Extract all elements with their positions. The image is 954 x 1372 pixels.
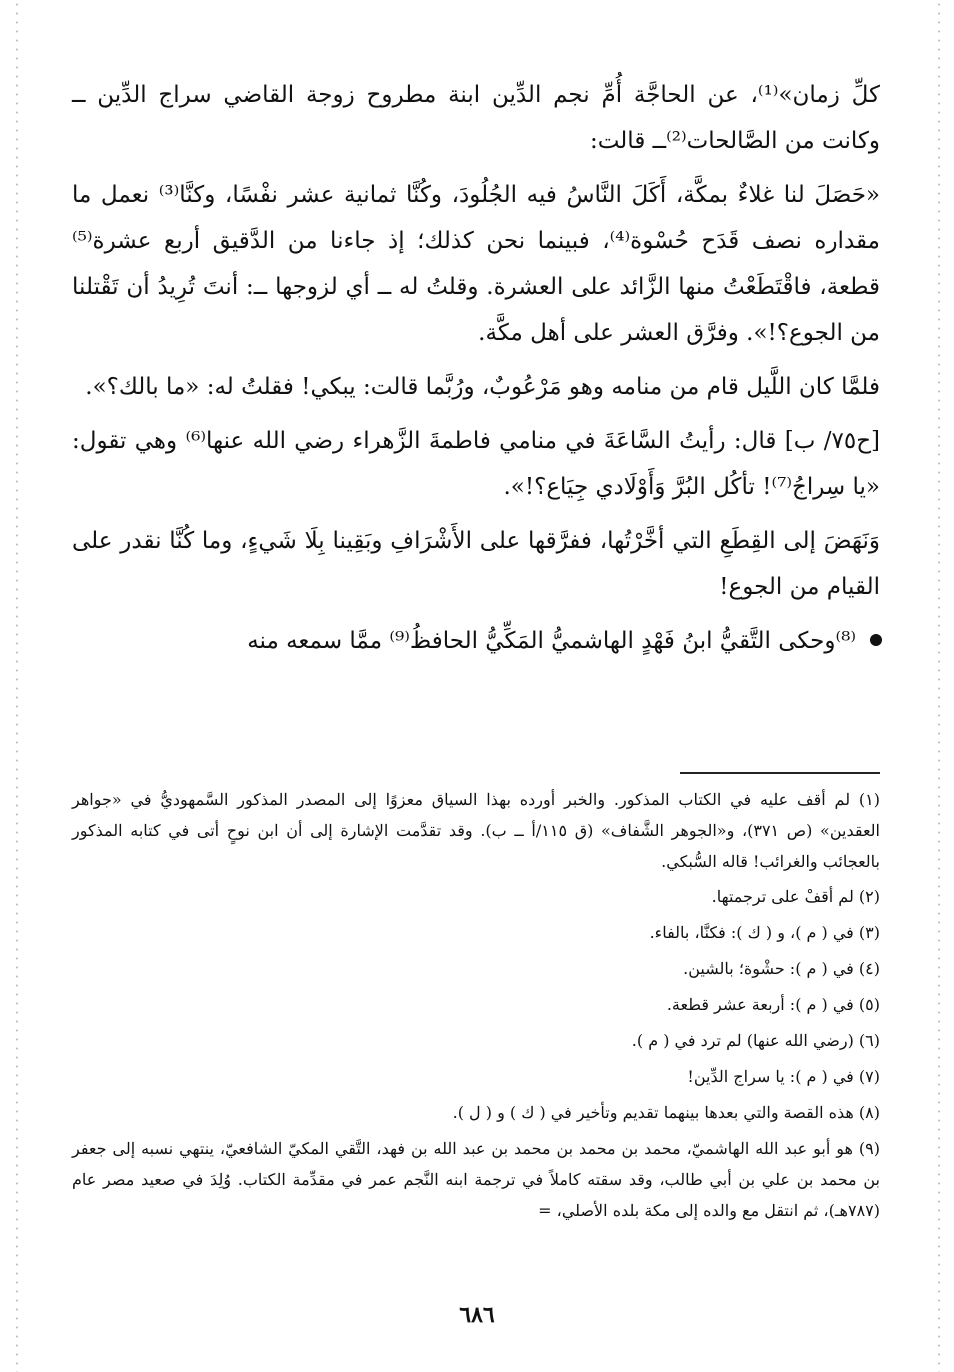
paragraph-4: [ح٧٥/ ب] قال: رأيتُ السَّاعَةَ في منامي فاطمةَ الزَّهراء رضي الله عنها⁽⁶⁾ وهي تقول: «يا سِراجُ⁽⁷⁾! تأكُل البُرَّ وَأَوْلَادي جِيَاع؟!». bbox=[72, 428, 881, 500]
footnote-6: (٦) (رضي الله عنها) لم ترد في ( م ). bbox=[631, 1031, 880, 1050]
footnote-8: (٨) هذه القصة والتي بعدها بينهما تقديم وتأخير في ( ك ) و ( ل ). bbox=[452, 1103, 880, 1122]
footnote-4: (٤) في ( م ): حشْوة؛ بالشين. bbox=[683, 959, 880, 978]
footnote-9: (٩) هو أبو عبد الله الهاشميّ، محمد بن محمد بن محمد بن عبد الله بن فهد، التَّقي المكيّ الشافعيّ، ينتهي نسبه إلى جعفر بن محمد بن علي بن أبي طالب، وقد سقته كاملاً في ترجمة ابنه النَّجم عمر في مقدِّمة الكتاب. وُلِدَ في صعيد مصر عام (٧٨٧هـ)، ثم انتقل مع والده إلى مكة بلده الأصلي، = bbox=[72, 1139, 880, 1220]
main-text bbox=[72, 72, 880, 664]
footnote-3: (٣) في ( م )، و ( ك ): فكنَّا، بالفاء. bbox=[649, 923, 880, 942]
page-number: ٦٨٦ bbox=[459, 1302, 495, 1328]
paragraph-6-text: ⁽⁸⁾وحكى التَّقيُّ ابنُ فَهْدٍ الهاشميُّ المَكِّيُّ الحافظُ⁽⁹⁾ ممَّا سمعه منه bbox=[247, 628, 856, 654]
footnote-1: (١) لم أقف عليه في الكتاب المذكور. والخبر أورده بهذا السياق معزوًا إلى المصدر المذكور السَّمهوديُّ في «جواهر العقدين» (ص ٣٧١)، و«الجوهر الشَّفاف» (ق ١١٥/أ ــ ب). وقد تقدَّمت الإشارة إلى أن ابن نوحٍ أتى في كتابه المذكور بالعجائب والغرائب! قاله السُّبكي. bbox=[72, 790, 880, 871]
paragraph-5: وَنَهَضَ إلى القِطَعِ التي أخَّرْتُها، ففرَّقها على الأَشْرَافِ وبَقِينا بِلَا شَيءٍ، وما كُنَّا نقدر على القيام من الجوع! bbox=[72, 528, 880, 600]
paragraph-2: «حَصَلَ لنا غلاءٌ بمكَّة، أَكَلَ النَّاسُ فيه الجُلُودَ، وكُنَّا ثمانية عشر نفْسًا، وكنَّا⁽³⁾ نعمل ما مقداره نصف قَدَح حُسْوة⁽⁴⁾، فبينما نحن كذلك؛ إذ جاءنا من الدَّقيق أربع عشرة⁽⁵⁾ قطعة، فاقْتَطَعْتُ منها الزَّائد على العشرة. وقلتُ له ــ أي لزوجها ــ: أنتَ تُرِيدُ أن تَقْتلنا من الجوع؟!». وفرَّق العشر على أهل مكَّة. bbox=[72, 182, 881, 346]
scan-edge-right bbox=[938, 0, 940, 1372]
bullet-icon bbox=[870, 634, 882, 646]
footnotes bbox=[72, 784, 880, 1230]
footnote-7: (٧) في ( م ): يا سراج الدِّين! bbox=[687, 1067, 880, 1086]
paragraph-3: فلمَّا كان اللَّيل قام من منامه وهو مَرْعُوبٌ، ورُبَّما قالت: يبكي! فقلتُ له: «ما بالك؟». bbox=[85, 374, 880, 400]
footnote-2: (٢) لم أقفْ على ترجمتها. bbox=[711, 887, 880, 906]
paragraph-1: كلِّ زمان»⁽¹⁾، عن الحاجَّة أُمِّ نجم الدِّين ابنة مطروح زوجة القاضي سراج الدِّين ــ وكانت من الصَّالحات⁽²⁾ــ قالت: bbox=[72, 82, 880, 154]
footnote-5: (٥) في ( م ): أربعة عشر قطعة. bbox=[666, 995, 880, 1014]
scan-edge-left bbox=[16, 0, 18, 1372]
paragraph-6 bbox=[72, 618, 880, 664]
footnote-separator bbox=[680, 772, 880, 774]
